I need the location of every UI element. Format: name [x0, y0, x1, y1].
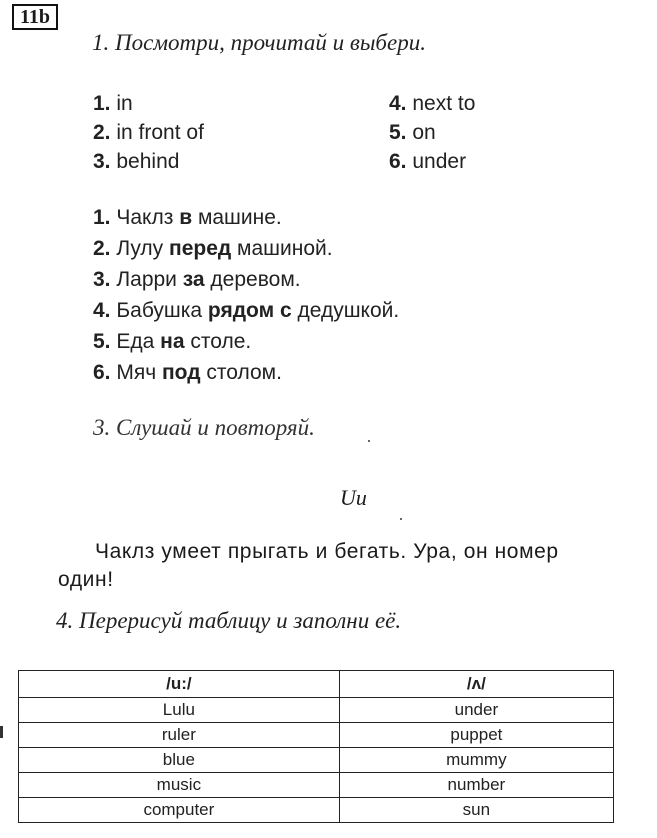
sentence-text-after: машиной.	[231, 237, 333, 260]
table-cell: puppet	[339, 723, 613, 748]
sentence-text-after: дедушкой.	[291, 299, 400, 322]
preposition-number: 5.	[389, 121, 407, 144]
sentence-item	[93, 264, 301, 295]
preposition-number: 3.	[93, 150, 111, 173]
sentence-keyword: за	[182, 268, 205, 291]
sentence-text-after: столе.	[184, 330, 252, 353]
sentence-text-before: Лулу	[116, 237, 170, 260]
table-row	[19, 698, 614, 723]
column-header-u-long: /u:/	[19, 671, 340, 698]
sentence-number: 2.	[93, 237, 111, 260]
preposition-number: 1.	[93, 92, 111, 115]
table-cell: mummy	[339, 748, 613, 773]
phonics-table	[18, 670, 614, 823]
sentence-text-after: машине.	[192, 206, 282, 229]
table-cell: blue	[19, 748, 340, 773]
sentence-item	[93, 357, 282, 388]
table-row	[19, 773, 614, 798]
task3-title: 3. Слушай и повторяй.	[93, 415, 315, 440]
sentence-text-before: Еда	[116, 330, 161, 353]
preposition-item	[389, 89, 475, 118]
sentence-text-before: Мяч	[116, 361, 162, 384]
preposition-item	[93, 118, 204, 147]
sentence-keyword: в	[179, 206, 193, 229]
table-cell: music	[19, 773, 340, 798]
scan-mark	[0, 726, 3, 738]
scan-speck	[400, 518, 402, 520]
sentence-text-before: Чаклз	[116, 206, 180, 229]
sentence-keyword: на	[160, 330, 185, 353]
preposition-word: in front of	[116, 121, 204, 144]
scan-speck	[368, 440, 370, 442]
sentence-number: 4.	[93, 299, 111, 322]
reading-text-line2: один!	[58, 568, 114, 591]
preposition-item	[93, 147, 179, 176]
preposition-word: behind	[116, 150, 180, 173]
preposition-item	[93, 89, 133, 118]
preposition-word: under	[412, 150, 467, 173]
sentence-keyword: под	[162, 361, 201, 384]
reading-text-line1: Чаклз умеет прыгать и бегать. Ура, он номер	[95, 540, 559, 563]
table-row	[19, 798, 614, 823]
table-cell: sun	[339, 798, 613, 823]
table-row	[19, 723, 614, 748]
sentence-item	[93, 326, 251, 357]
preposition-number: 2.	[93, 121, 111, 144]
sentence-number: 1.	[93, 206, 111, 229]
table-cell: under	[339, 698, 613, 723]
table-cell: computer	[19, 798, 340, 823]
preposition-word: in	[116, 92, 133, 115]
preposition-item	[389, 118, 436, 147]
table-cell: Lulu	[19, 698, 340, 723]
preposition-word: on	[412, 121, 436, 144]
page-label-badge: 11b	[12, 4, 58, 30]
sentence-item	[93, 295, 399, 326]
table-row	[19, 748, 614, 773]
sentence-number: 5.	[93, 330, 111, 353]
task1-title: 1. Посмотри, прочитай и выбери.	[92, 30, 426, 55]
sentence-number: 3.	[93, 268, 111, 291]
sentence-text-before: Ларри	[116, 268, 183, 291]
preposition-word: next to	[412, 92, 476, 115]
preposition-number: 6.	[389, 150, 407, 173]
letter-pair: Uu	[340, 485, 367, 510]
sentence-text-after: деревом.	[204, 268, 301, 291]
sentence-text-before: Бабушка	[116, 299, 208, 322]
table-header-row	[19, 671, 614, 698]
table-cell: number	[339, 773, 613, 798]
sentence-keyword: рядом с	[207, 299, 292, 322]
table-cell: ruler	[19, 723, 340, 748]
sentence-item	[93, 202, 282, 233]
column-header-wedge: /ʌ/	[339, 671, 613, 698]
sentence-keyword: перед	[169, 237, 232, 260]
task4-title: 4. Перерисуй таблицу и заполни её.	[56, 608, 402, 633]
preposition-number: 4.	[389, 92, 407, 115]
preposition-item	[389, 147, 466, 176]
sentence-text-after: столом.	[200, 361, 282, 384]
sentence-number: 6.	[93, 361, 111, 384]
sentence-item	[93, 233, 333, 264]
